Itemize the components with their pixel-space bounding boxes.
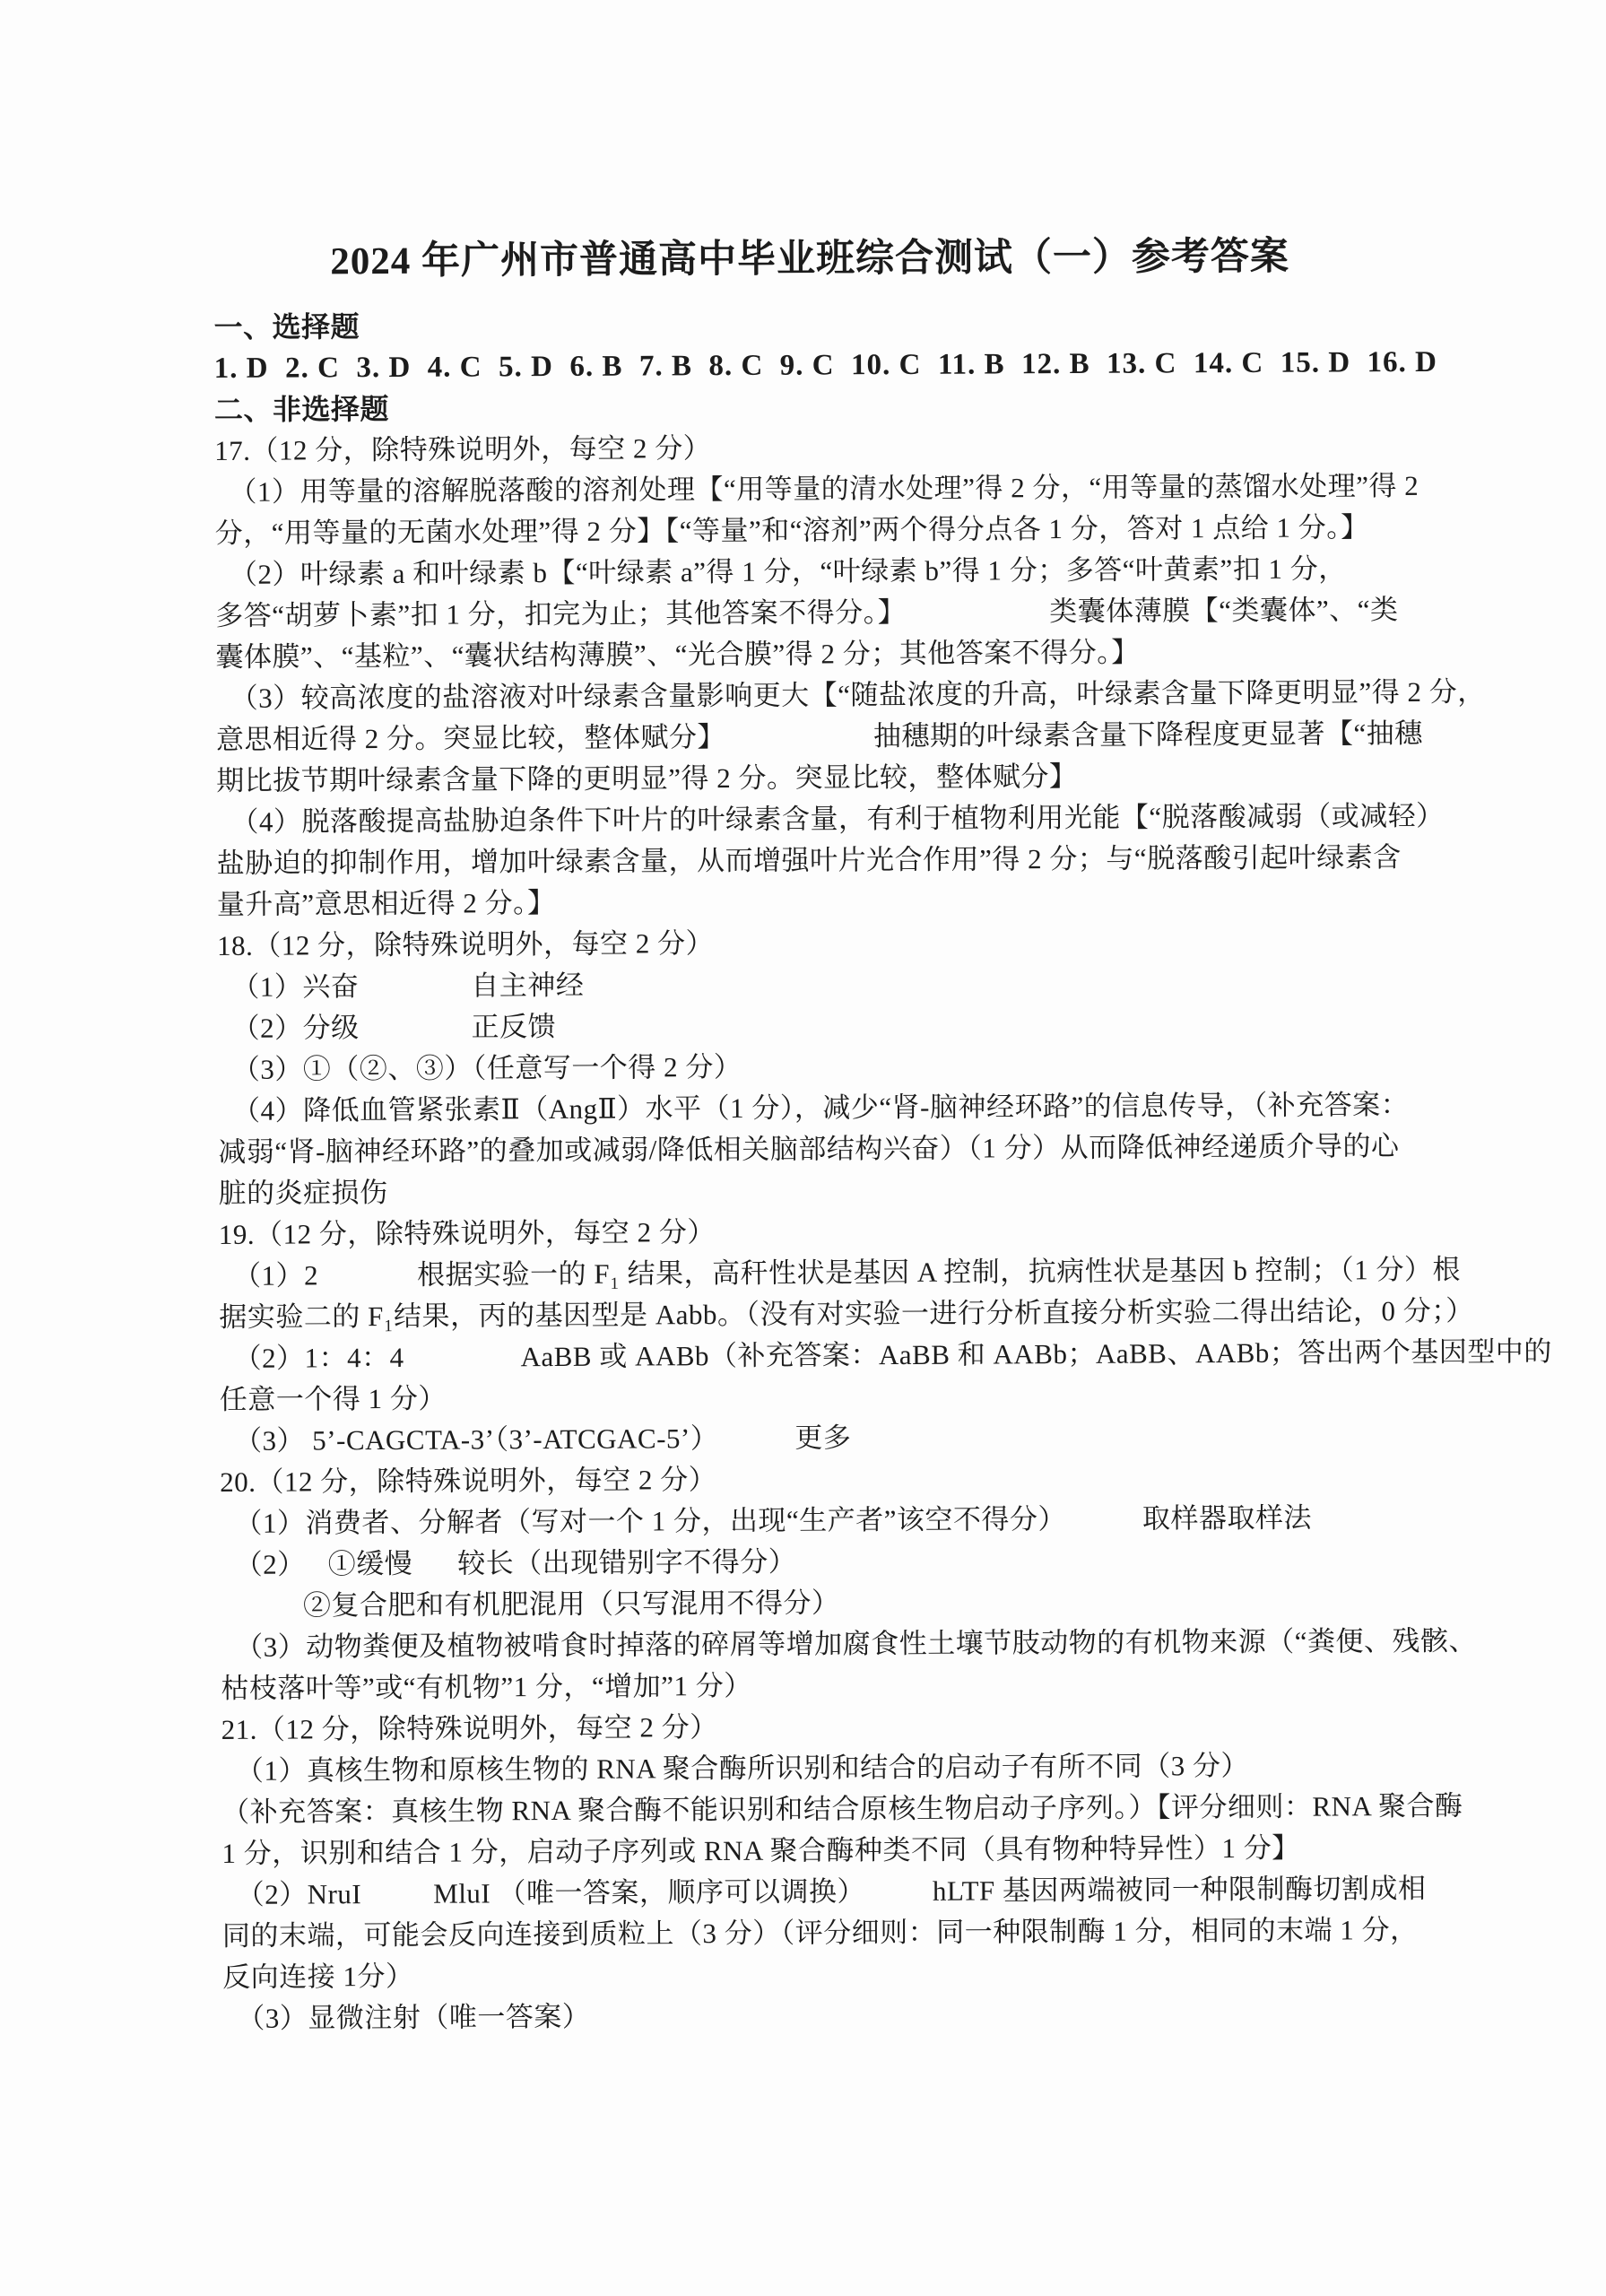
q20-a3-line1 xyxy=(221,1621,1476,1668)
line-segment: 较长（出现错别字不得分） xyxy=(457,1545,797,1579)
line-segment: ①缓慢 xyxy=(327,1547,413,1580)
line-segment: （1）用等量的溶解脱落酸的溶剂处理【“用等量的清水处理”得 2 分，“用等量的蒸馏水处理”得 2 xyxy=(229,469,1419,508)
line-segment: （3）①（②、③）（任意写一个得 2 分） xyxy=(231,1050,742,1085)
line-segment: 反向连接 1分） xyxy=(222,1960,414,1993)
q17-a4-line1 xyxy=(216,796,1471,843)
q21-a1-line1 xyxy=(221,1744,1477,1792)
line-segment: （2）NruI xyxy=(236,1878,362,1910)
q19-a1-line1 xyxy=(219,1249,1474,1297)
q19-a2-line2 xyxy=(220,1373,1475,1421)
line-segment: 17.（12 分，除特殊说明外，每空 2 分） xyxy=(214,432,712,466)
q17-header xyxy=(214,424,1470,472)
line-segment: 1 分，识别和结合 1 分，启动子序列或 RNA 聚合酶种类不同（具有物种特异性）1 分】 xyxy=(221,1831,1300,1869)
line-segment: 根据实验一的 F₁ 结果，高秆性状是基因 A 控制，抗病性状是基因 b 控制；（1 分）根 xyxy=(416,1253,1462,1291)
line-segment: MluI （唯一答案，顺序可以调换） xyxy=(433,1875,866,1909)
q17-a4-line2 xyxy=(217,837,1472,884)
q21-header xyxy=(221,1703,1477,1751)
line-segment: （2）1：4：4 xyxy=(233,1341,404,1374)
line-segment: 分，“用等量的无菌水处理”得 2 分】【“等量”和“溶剂”两个得分点各 1 分，答对 1 点给 1 分。】 xyxy=(214,511,1369,549)
line-segment: （2） xyxy=(234,1548,306,1580)
q18-a4-line3 xyxy=(218,1167,1473,1214)
q17-a1-line1 xyxy=(214,465,1470,513)
line-segment: （3） 5’-CAGCTA-3’（3’-ATCGAC-5’） xyxy=(233,1422,719,1457)
line-segment: （4）降低血管紧张素Ⅱ（AngⅡ）水平（1 分），减少“肾-脑神经环路”的信息传导，（补充答案： xyxy=(231,1089,1410,1126)
line-segment: （3）显微注射（唯一答案） xyxy=(237,2000,591,2034)
q20-a1 xyxy=(220,1497,1475,1544)
q20-a2-line1 xyxy=(221,1538,1476,1586)
q21-a2-line2 xyxy=(222,1909,1478,1957)
q19-a1-line2 xyxy=(219,1291,1474,1338)
q18-header xyxy=(217,919,1472,967)
q17-a4-line3 xyxy=(217,878,1472,926)
q18-a3 xyxy=(218,1043,1473,1091)
line-segment: 18.（12 分，除特殊说明外，每空 2 分） xyxy=(217,927,715,961)
q21-a1-line3 xyxy=(221,1827,1477,1874)
line-segment: 枯枝落叶等”或“有机物”1 分，“增加”1 分） xyxy=(221,1669,752,1704)
q21-a1-line2 xyxy=(221,1786,1477,1833)
q17-a3-line1 xyxy=(216,672,1486,719)
line-segment: （1）2 xyxy=(232,1259,319,1292)
line-segment: （2）叶绿素 a 和叶绿素 b【“叶绿素 a”得 1 分，“叶绿素 b”得 1 分；多答“叶黄素”扣 1 分， xyxy=(229,552,1347,590)
line-segment: 囊体膜”、“基粒”、“囊状结构薄膜”、“光合膜”得 2 分；其他答案不得分。】 xyxy=(215,636,1140,673)
q17-a2-line3 xyxy=(215,631,1471,678)
line-segment: （3）动物粪便及植物被啃食时掉落的碎屑等增加腐食性土壤节肢动物的有机物来源（“粪便、残骸、 xyxy=(235,1624,1478,1663)
line-segment: 抽穗期的叶绿素含量下降程度更显著【“抽穗 xyxy=(872,717,1423,752)
line-segment: （1）消费者、分解者（写对一个 1 分，出现“生产者”该空不得分） xyxy=(234,1503,1067,1539)
line-segment: （1）兴奋 xyxy=(231,970,360,1003)
line-segment: 脏的炎症损伤 xyxy=(218,1176,388,1209)
q17-a2-line2 xyxy=(215,589,1471,637)
document-body xyxy=(213,300,1552,2039)
line-segment: 取样器取样法 xyxy=(1142,1501,1313,1535)
line-segment: 正反馈 xyxy=(471,1011,557,1043)
line-segment: 同的末端，可能会反向连接到质粒上（3 分）（评分细则：同一种限制酶 1 分，相同的末端 1 分， xyxy=(221,1913,1419,1952)
line-segment: 二、非选择题 xyxy=(213,392,390,426)
q19-a2-line1 xyxy=(219,1332,1552,1379)
line-segment: 多答“胡萝卜素”扣 1 分，扣完为止；其他答案不得分。】 xyxy=(215,596,907,631)
section-1-heading xyxy=(213,300,1469,348)
line-segment: 任意一个得 1 分） xyxy=(219,1382,447,1415)
q17-a3-line3 xyxy=(216,754,1471,802)
line-segment: （2）分级 xyxy=(231,1012,360,1044)
q21-a3 xyxy=(222,1992,1478,2039)
line-segment: （3）较高浓度的盐溶液对叶绿素含量影响更大【“随盐浓度的升高，叶绿素含量下降更明显”得 2 分， xyxy=(230,675,1486,714)
line-segment: 19.（12 分，除特殊说明外，每空 2 分） xyxy=(218,1216,716,1250)
q21-a2-line3 xyxy=(222,1951,1478,1998)
q18-a4-line1 xyxy=(218,1084,1473,1132)
line-segment: 20.（12 分，除特殊说明外，每空 2 分） xyxy=(220,1464,717,1498)
line-segment: （4）脱落酸提高盐胁迫条件下叶片的叶绿素含量，有利于植物利用光能【“脱落酸减弱（或减轻） xyxy=(230,799,1445,838)
q19-a3 xyxy=(220,1414,1475,1462)
section-2-heading xyxy=(214,383,1470,430)
line-segment: 减弱“肾-脑神经环路”的叠加或减弱/降低相关脑部结构兴奋）（1 分）从而降低神经递质介导的心 xyxy=(218,1130,1400,1168)
q18-a2 xyxy=(217,1002,1472,1049)
line-segment: 更多 xyxy=(794,1422,852,1454)
q17-a2-line1 xyxy=(215,548,1471,596)
line-segment: hLTF 基因两端被同一种限制酶切割成相 xyxy=(932,1872,1427,1907)
line-segment: 盐胁迫的抑制作用，增加叶绿素含量，从而增强叶片光合作用”得 2 分；与“脱落酸引起叶绿素含 xyxy=(216,841,1402,879)
line-segment: ②复合肥和有机肥混用（只写混用不得分） xyxy=(302,1587,840,1622)
line-segment: AaBB 或 AABb（补充答案：AaBB 和 AABb；AaBB、AABb；答出两个基因型中的 xyxy=(520,1335,1552,1373)
line-segment: （补充答案：真核生物 RNA 聚合酶不能识别和结合原核生物启动子序列。）【评分细则：RNA 聚合酶 xyxy=(221,1789,1463,1828)
line-segment: 据实验二的 F₁结果，丙的基因型是 Aabb。（没有对实验一进行分析直接分析实验二得出结论，0 分；） xyxy=(219,1294,1474,1333)
line-segment: 自主神经 xyxy=(471,969,585,1002)
line-segment: 类囊体薄膜【“类囊体”、“类 xyxy=(1049,594,1399,628)
line-segment: 1. D 2. C 3. D 4. C 5. D 6. B 7. B 8. C 9. C 10. C 11. B 12. B 13. C 14. C 15. D 16. D xyxy=(213,345,1438,385)
q20-header xyxy=(220,1456,1475,1503)
q21-a2-line1 xyxy=(222,1868,1478,1916)
document-title: 2024 年广州市普通高中毕业班综合测试（一）参考答案 xyxy=(330,235,1290,283)
line-segment: 量升高”意思相近得 2 分。】 xyxy=(216,887,556,920)
q18-a1 xyxy=(217,961,1472,1008)
document-content xyxy=(213,234,1552,2039)
line-segment: 意思相近得 2 分。突显比较，整体赋分】 xyxy=(215,721,725,755)
line-segment: 期比拔节期叶绿素含量下降的更明显”得 2 分。突显比较，整体赋分】 xyxy=(216,760,1078,796)
q19-header xyxy=(219,1208,1474,1256)
q20-a2-line2 xyxy=(221,1579,1476,1627)
line-segment: 一、选择题 xyxy=(213,310,360,344)
q20-a3-line2 xyxy=(221,1662,1476,1709)
mc-answers xyxy=(214,342,1470,389)
q17-a1-line2 xyxy=(215,507,1471,554)
q18-a4-line2 xyxy=(218,1126,1473,1173)
q17-a3-line2 xyxy=(216,713,1471,761)
line-segment: （1）真核生物和原核生物的 RNA 聚合酶所识别和结合的启动子有所不同（3 分） xyxy=(235,1749,1250,1787)
line-segment: 21.（12 分，除特殊说明外，每空 2 分） xyxy=(221,1711,718,1745)
